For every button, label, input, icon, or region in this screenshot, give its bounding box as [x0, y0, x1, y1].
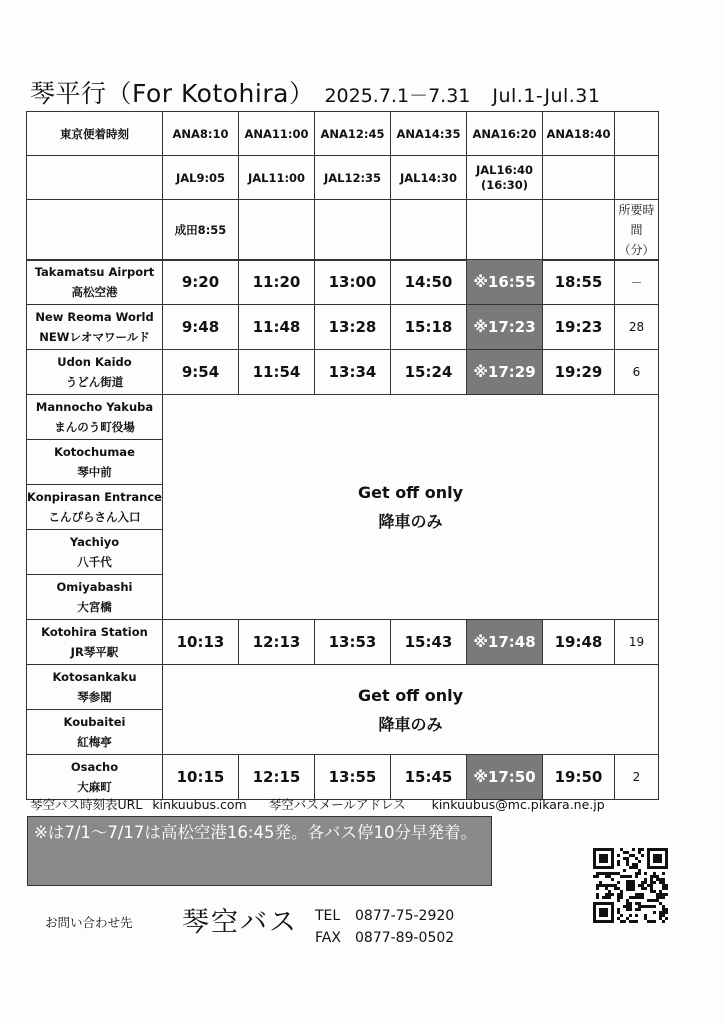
get-off-ja: 降車のみ: [378, 512, 443, 531]
stop-name: [27, 620, 163, 665]
stop-name: [27, 710, 163, 755]
stop-name-en: New Reoma World: [35, 310, 154, 324]
empty-cell: [615, 112, 659, 156]
narita-time: 成田8:55: [163, 200, 239, 261]
get-off-only-notice: [163, 395, 659, 620]
ana-time: ANA16:20: [467, 112, 543, 156]
empty-cell: [315, 200, 391, 261]
departure-time: 12:15: [239, 755, 315, 800]
departure-time: 11:20: [239, 260, 315, 305]
contact-numbers: [315, 905, 454, 949]
travel-minutes: －: [615, 260, 659, 305]
empty-cell: [27, 156, 163, 200]
contact-label: お問い合わせ先: [45, 915, 133, 930]
travel-minutes: 6: [615, 350, 659, 395]
stop-name-ja: 琴中前: [77, 465, 112, 479]
departure-time: 19:23: [543, 305, 615, 350]
departure-time: 19:48: [543, 620, 615, 665]
info-line: [30, 795, 605, 813]
ana-time: ANA12:45: [315, 112, 391, 156]
duration-label: 所要時間: [618, 203, 655, 237]
stop-name: [27, 395, 163, 440]
departure-time: 19:50: [543, 755, 615, 800]
get-off-only-notice: [163, 665, 659, 755]
empty-cell: [467, 200, 543, 261]
departure-time: 9:48: [163, 305, 239, 350]
stop-name-ja: 大麻町: [77, 780, 112, 794]
url-label: 琴空バス時刻表URL: [30, 797, 143, 812]
departure-time: 19:29: [543, 350, 615, 395]
jal-time: JAL12:35: [315, 156, 391, 200]
highlighted-departure-time: ※17:48: [467, 620, 543, 665]
departure-time: 13:28: [315, 305, 391, 350]
jal-time-alt: [467, 156, 543, 200]
stop-name-ja: 高松空港: [71, 285, 118, 299]
highlighted-departure-time: ※17:50: [467, 755, 543, 800]
stop-name-en: Osacho: [70, 760, 119, 774]
table-row: [27, 395, 659, 440]
highlighted-departure-time: ※17:23: [467, 305, 543, 350]
company-name: 琴空バス: [182, 907, 298, 938]
title-range: Jul.1-Jul.31: [492, 85, 601, 107]
stop-name-ja: 琴参閣: [77, 690, 112, 704]
table-row: [27, 260, 659, 305]
departure-time: 11:54: [239, 350, 315, 395]
stop-name: [27, 485, 163, 530]
travel-minutes: 2: [615, 755, 659, 800]
stop-name-en: Takamatsu Airport: [34, 265, 155, 279]
title-text: 琴平行（For Kotohira）: [30, 79, 315, 108]
stop-name-en: Omiyabashi: [56, 580, 133, 594]
stop-name-ja: うどん街道: [65, 375, 124, 389]
departure-time: 18:55: [543, 260, 615, 305]
jal-time: JAL14:30: [391, 156, 467, 200]
get-off-en: Get off only: [357, 685, 464, 705]
stop-name-en: Kotohira Station: [41, 625, 148, 639]
schedule-note: ※は7/1～7/17は高松空港16:45発。各バス停10分早発着。: [27, 816, 492, 886]
departure-time: 13:00: [315, 260, 391, 305]
get-off-en: Get off only: [357, 483, 464, 502]
departure-time: 9:54: [163, 350, 239, 395]
ana-time: ANA18:40: [543, 112, 615, 156]
table-row: [27, 350, 659, 395]
departure-time: 11:48: [239, 305, 315, 350]
stop-name: [27, 440, 163, 485]
table-row: [27, 665, 659, 710]
stop-name: [27, 665, 163, 710]
stop-name: [27, 530, 163, 575]
departure-time: 15:24: [391, 350, 467, 395]
bus-timetable: [26, 259, 659, 800]
stop-name-en: Mannocho Yakuba: [35, 400, 154, 414]
jal-time: JAL11:00: [239, 156, 315, 200]
stop-name: [27, 260, 163, 305]
ana-time: ANA11:00: [239, 112, 315, 156]
jal-time-sub: (16:30): [480, 177, 529, 192]
mail-label: 琴空バスメールアドレス: [268, 797, 406, 812]
jal-time: JAL16:40: [475, 162, 534, 177]
stop-name: [27, 575, 163, 620]
travel-minutes: 19: [615, 620, 659, 665]
stop-name-en: Koubaitei: [63, 715, 126, 729]
table-row: [27, 755, 659, 800]
stop-name-ja: NEWレオマワールド: [39, 330, 150, 344]
stop-name-en: Udon Kaido: [57, 355, 132, 369]
stop-name-ja: まんのう町役場: [54, 420, 135, 434]
departure-time: 13:55: [315, 755, 391, 800]
departure-time: 13:53: [315, 620, 391, 665]
table-row: [27, 305, 659, 350]
departure-time: 9:20: [163, 260, 239, 305]
fax-label: FAX: [315, 930, 341, 946]
stop-name-en: Konpirasan Entrance: [27, 490, 162, 504]
empty-cell: [391, 200, 467, 261]
stop-name: [27, 350, 163, 395]
empty-cell: [615, 156, 659, 200]
tel-label: TEL: [315, 908, 341, 924]
timetable-url-link[interactable]: kinkuubus.com: [152, 797, 247, 812]
stop-name-ja: JR琴平駅: [70, 645, 119, 659]
stop-name-ja: 紅梅亭: [77, 735, 112, 749]
get-off-ja: 降車のみ: [378, 714, 443, 734]
stop-name-ja: 八千代: [77, 555, 112, 569]
title-dates: 2025.7.1－7.31: [324, 85, 471, 107]
stop-name-en: Kotochumae: [54, 445, 135, 459]
departure-time: 15:18: [391, 305, 467, 350]
departure-time: 14:50: [391, 260, 467, 305]
ana-time: ANA8:10: [163, 112, 239, 156]
fax-number: 0877-89-0502: [355, 930, 455, 946]
departure-time: 10:15: [163, 755, 239, 800]
highlighted-departure-time: ※17:29: [467, 350, 543, 395]
table-row: [27, 620, 659, 665]
empty-cell: [543, 156, 615, 200]
departure-time: 10:13: [163, 620, 239, 665]
stop-name: [27, 305, 163, 350]
flight-arrival-table: [26, 111, 659, 261]
page-title: [30, 74, 600, 110]
departure-time: 15:43: [391, 620, 467, 665]
empty-cell: [239, 200, 315, 261]
stop-name-en: Yachiyo: [69, 535, 120, 549]
highlighted-departure-time: ※16:55: [467, 260, 543, 305]
ana-time: ANA14:35: [391, 112, 467, 156]
stop-name-en: Kotosankaku: [52, 670, 137, 684]
empty-cell: [27, 200, 163, 261]
travel-minutes: 28: [615, 305, 659, 350]
stop-name-ja: こんぴらさん入口: [48, 510, 141, 524]
mail-address-link[interactable]: kinkuubus@mc.pikara.ne.jp: [431, 797, 605, 812]
tel-number: 0877-75-2920: [355, 908, 455, 924]
qr-code-icon[interactable]: [592, 847, 669, 924]
departure-time: 13:34: [315, 350, 391, 395]
departure-time: 12:13: [239, 620, 315, 665]
duration-header: [615, 200, 659, 261]
flights-label: 東京便着時刻: [27, 112, 163, 156]
empty-cell: [543, 200, 615, 261]
stop-name: [27, 755, 163, 800]
duration-unit: （分）: [618, 243, 655, 257]
departure-time: 15:45: [391, 755, 467, 800]
jal-time: JAL9:05: [163, 156, 239, 200]
stop-name-ja: 大宮橋: [77, 600, 112, 614]
